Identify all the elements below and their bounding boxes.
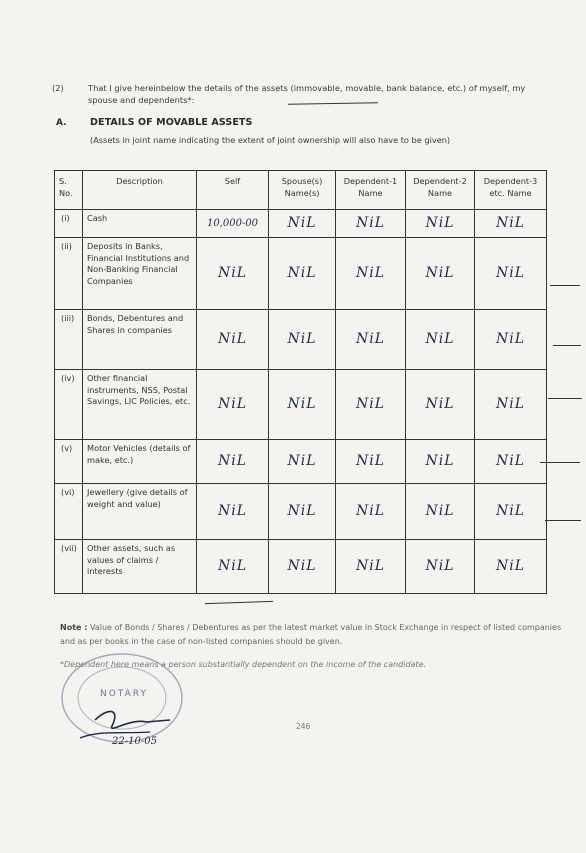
- row-dependent-3-value: NiL: [475, 310, 547, 370]
- table-row: [55, 370, 547, 440]
- row-spouse-value: NiL: [269, 310, 336, 370]
- row-description: Jewellery (give details of weight and value): [83, 484, 197, 540]
- row-dependent-1-value: NiL: [336, 238, 406, 310]
- row-spouse-value: NiL: [269, 210, 336, 238]
- table-row: [55, 540, 547, 594]
- row-sno: (iv): [55, 370, 83, 440]
- row-description: Bonds, Debentures and Shares in companies: [83, 310, 197, 370]
- signature-date: 22-10-05: [112, 736, 157, 747]
- margin-pen-mark: [553, 345, 581, 346]
- table-row: [55, 484, 547, 540]
- row-dependent-1-value: NiL: [336, 440, 406, 484]
- stamp-text: NOTARY: [100, 689, 148, 699]
- row-dependent-3-value: NiL: [475, 484, 547, 540]
- table-row: [55, 310, 547, 370]
- intro-text: That I give hereinbelow the details of the assets (immovable, movable, bank balance, etc.) of myself, my spouse and dependents*:: [88, 83, 526, 105]
- row-dependent-2-value: NiL: [406, 484, 475, 540]
- row-self-value: NiL: [197, 370, 269, 440]
- row-dependent-3-value: NiL: [475, 238, 547, 310]
- row-dependent-1-value: NiL: [336, 310, 406, 370]
- row-description: Other assets, such as values of claims / interests: [83, 540, 197, 594]
- row-self-value: NiL: [197, 440, 269, 484]
- table-row: [55, 238, 547, 310]
- table-header-row: [55, 171, 547, 210]
- row-description: Motor Vehicles (details of make, etc.): [83, 440, 197, 484]
- row-dependent-2-value: NiL: [406, 540, 475, 594]
- row-self-value: NiL: [197, 484, 269, 540]
- row-self-value: NiL: [197, 238, 269, 310]
- row-spouse-value: NiL: [269, 238, 336, 310]
- row-dependent-2-value: NiL: [406, 310, 475, 370]
- margin-pen-mark: [548, 398, 582, 399]
- header-spouse: Spouse(s) Name(s): [269, 171, 336, 210]
- row-dependent-3-value: NiL: [475, 540, 547, 594]
- row-sno: (ii): [55, 238, 83, 310]
- row-dependent-3-value: NiL: [475, 370, 547, 440]
- row-spouse-value: NiL: [269, 440, 336, 484]
- row-dependent-2-value: NiL: [406, 210, 475, 238]
- intro-number: (2): [52, 83, 64, 93]
- row-spouse-value: NiL: [269, 370, 336, 440]
- row-self-value: NiL: [197, 540, 269, 594]
- row-sno: (iii): [55, 310, 83, 370]
- row-dependent-2-value: NiL: [406, 238, 475, 310]
- row-dependent-1-value: NiL: [336, 370, 406, 440]
- row-dependent-3-value: NiL: [475, 440, 547, 484]
- row-description: Other financial instruments, NSS, Postal Savings, LIC Policies, etc.: [83, 370, 197, 440]
- row-description: Cash: [83, 210, 197, 238]
- row-dependent-3-value: NiL: [475, 210, 547, 238]
- row-dependent-2-value: NiL: [406, 370, 475, 440]
- margin-pen-mark: [540, 462, 580, 463]
- section-title: DETAILS OF MOVABLE ASSETS: [90, 117, 253, 128]
- row-self-value: 10,000-00: [197, 210, 269, 238]
- row-sno: (vi): [55, 484, 83, 540]
- margin-pen-mark: [545, 520, 581, 521]
- header-sno: S. No.: [55, 171, 83, 210]
- notary-stamp: [50, 648, 190, 758]
- header-dependent-2: Dependent-2 Name: [406, 171, 475, 210]
- note-text: Value of Bonds / Shares / Debentures as per the latest market value in Stock Exchange in respect of listed companies and as per books in the case of non-listed companies should be given.: [60, 623, 562, 646]
- table-row: [55, 210, 547, 238]
- row-spouse-value: NiL: [269, 484, 336, 540]
- header-self: Self: [197, 171, 269, 210]
- row-dependent-1-value: NiL: [336, 540, 406, 594]
- row-sno: (i): [55, 210, 83, 238]
- section-subtitle: (Assets in joint name indicating the extent of joint ownership will also have to be given): [90, 135, 451, 145]
- header-description: Description: [83, 171, 197, 210]
- note-label: Note :: [60, 623, 88, 632]
- row-description: Deposits in Banks, Financial Institutions and Non-Banking Financial Companies: [83, 238, 197, 310]
- signature-icon: [95, 711, 170, 728]
- page-number: 246: [296, 722, 311, 731]
- row-sno: (v): [55, 440, 83, 484]
- footnote: *Dependent here means a person substantially dependent on the income of the candidate.: [60, 660, 427, 669]
- movable-assets-table: [54, 170, 547, 594]
- row-sno: (vii): [55, 540, 83, 594]
- row-dependent-1-value: NiL: [336, 210, 406, 238]
- table-row: [55, 440, 547, 484]
- header-dependent-3: Dependent-3 etc. Name: [475, 171, 547, 210]
- note-paragraph: [60, 621, 570, 649]
- section-letter: A.: [56, 118, 67, 128]
- margin-pen-mark: [550, 285, 580, 286]
- row-dependent-1-value: NiL: [336, 484, 406, 540]
- row-self-value: NiL: [197, 310, 269, 370]
- header-dependent-1: Dependent-1 Name: [336, 171, 406, 210]
- pen-underline: [205, 601, 273, 604]
- row-dependent-2-value: NiL: [406, 440, 475, 484]
- row-spouse-value: NiL: [269, 540, 336, 594]
